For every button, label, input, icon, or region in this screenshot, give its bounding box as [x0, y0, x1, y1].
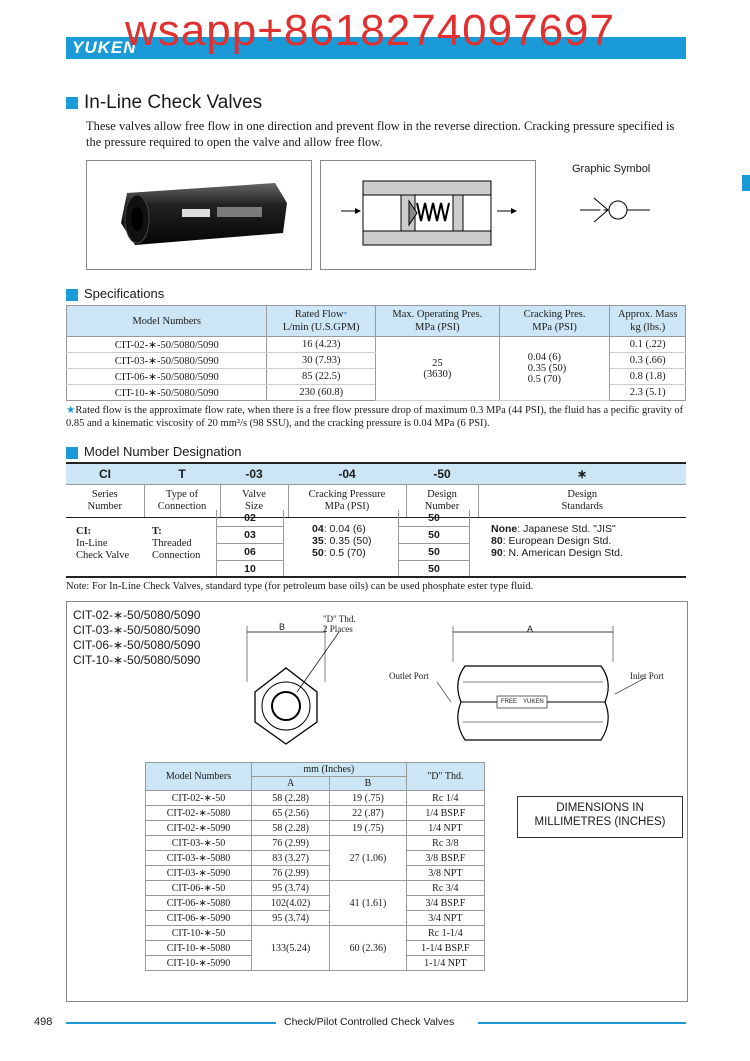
- inlet-port-label: Inlet Port: [630, 671, 664, 681]
- rated-flow-note: ★Rated flow is the approximate flow rate, when there is a free flow pressure drop of maximum 0.3 MPa (44 PSI), the fluid has a pecific gravity of 0.85 and a kinematic viscosity of 20 mm²/s (98 SSU), and the cracking pressure is 0.04 MPa (6 PSI).: [66, 405, 684, 429]
- table-row: CIT-03-∗-5080 83 (3.27) 3/8 BSP.F: [146, 851, 485, 866]
- col-cracking-pres: Cracking Pres. MPa (PSI): [499, 306, 610, 337]
- series-options: CI: In-Line Check Valve: [76, 526, 130, 561]
- units-box: DIMENSIONS IN MILLIMETRES (INCHES): [517, 796, 683, 838]
- dimensions-panel: [66, 601, 688, 1002]
- table-row: CIT-03-∗-5090 76 (2.99) 3/8 NPT: [146, 866, 485, 881]
- table-row: CIT-03-∗-50 76 (2.99) 27 (1.06) Rc 3/8: [146, 836, 485, 851]
- table-row: CIT-02-∗-5090 58 (2.28) 19 (.75) 1/4 NPT: [146, 821, 485, 836]
- page-number: 498: [34, 1016, 53, 1028]
- col-rated-flow: Rated Flow* L/min (U.S.GPM): [267, 306, 375, 337]
- footer-rule-left: [66, 1022, 276, 1024]
- label-a: A: [527, 624, 534, 634]
- table-row: CIT-06-∗-5080 102(4.02) 3/4 BSP.F: [146, 896, 485, 911]
- edge-tab: [742, 175, 750, 191]
- table-row: CIT-02-∗-50 58 (2.28) 19 (.75) Rc 1/4: [146, 791, 485, 806]
- intro-paragraph: These valves allow free flow in one direction and prevent flow in the reverse direction. Cracking pressure specified is the pressure required to open the valve and allow free flow.: [86, 119, 675, 149]
- table-row: CIT-02-∗-50/5080/5090 16 (4.23) 25 (3630) 0.04 (6) 0.35 (50) 0.5 (70) 0.1 (.22): [67, 337, 686, 353]
- label-b: B: [279, 622, 286, 632]
- yuken-logo: YUKEN: [72, 38, 137, 57]
- valve-photo-icon: [87, 161, 311, 269]
- outlet-port-label: Outlet Port: [389, 671, 429, 681]
- design-number-options: 50 50 50 50: [398, 510, 470, 576]
- footer-rule-right: [478, 1022, 686, 1024]
- max-pres-cell: 25 (3630): [375, 337, 499, 401]
- crack-pres-cell: 0.04 (6) 0.35 (50) 0.5 (70): [499, 337, 610, 401]
- specs-heading: Specifications: [66, 286, 164, 301]
- footer-section: Check/Pilot Controlled Check Valves: [284, 1016, 455, 1028]
- table-row: CIT-10-∗-50/5080/5090 230 (60.8) 2.3 (5.1): [67, 385, 686, 401]
- brand-label: YUKEN: [523, 699, 544, 705]
- model-designation-heading: Model Number Designation: [66, 444, 242, 459]
- designation-body: [66, 510, 686, 578]
- side-view-icon: [377, 622, 677, 762]
- cross-section-icon: [321, 161, 535, 269]
- fluid-note: Note: For In-Line Check Valves, standard type (for petroleum base oils) can be used phosphate ester type fluid.: [66, 581, 534, 592]
- watermark-text: wsapp+8618274097697: [125, 6, 616, 55]
- section-square-icon: [66, 447, 78, 459]
- table-row: CIT-06-∗-50 95 (3.74) 41 (1.61) Rc 3/4: [146, 881, 485, 896]
- table-row: CIT-10-∗-50 133(5.24) 60 (2.36) Rc 1-1/4: [146, 926, 485, 941]
- col-mass: Approx. Mass kg (lbs.): [610, 306, 686, 337]
- connection-options: T: Threaded Connection: [152, 526, 201, 561]
- size-options: 02 03 06 10: [216, 510, 284, 576]
- col-max-pres: Max. Operating Pres. MPa (PSI): [375, 306, 499, 337]
- free-label: FREE: [501, 699, 518, 705]
- table-row: CIT-02-∗-5080 65 (2.56) 22 (.87) 1/4 BSP.F: [146, 806, 485, 821]
- cross-section-drawing: [320, 160, 536, 270]
- dimension-models: CIT-02-∗-50/5080/5090 CIT-03-∗-50/5080/5090 CIT-06-∗-50/5080/5090 CIT-10-∗-50/5080/5090: [73, 608, 201, 667]
- section-square-icon: [66, 97, 78, 109]
- dimensions-table: Model Numbers mm (Inches) "D" Thd. A B CIT-02-∗-50 58 (2.28) 19 (.75) Rc 1/4 CIT-02-∗-5080 65 (2.56) 22 (.87) 1/4 BSP.F CIT-02-∗-5090 58 (2.28) 19 (.75) 1/4 NPT CIT-03-∗-50 76 (2.99) 27 (1.06) Rc 3/8 CIT-03-∗-5080 83 (3.27) 3/8 BSP.F CIT-03-∗-5090 76 (2.99) 3/8 NPT CIT-06-∗-50 95 (3.74) 41 (1.61) Rc 3/4 CIT-06-∗-5080 102(4.02) 3/4 BSP.F CIT-06-∗-5090 95 (3.74) 3/4 NPT CIT-10-∗-50 133(5.24) 60 (2.36) Rc 1-1/4 CIT-10-∗-5080 1-1/4 BSP.F CIT-10-∗-5090 1-1/4 NPT: [145, 762, 485, 971]
- specs-table: [66, 305, 686, 401]
- cracking-options: 04: 0.04 (6) 35: 0.35 (50) 50: 0.5 (70): [312, 523, 372, 559]
- star-icon: ★: [66, 405, 76, 416]
- check-valve-symbol-icon: [580, 190, 650, 230]
- section-square-icon: [66, 289, 78, 301]
- valve-photo: [86, 160, 312, 270]
- table-row: CIT-10-∗-5080 1-1/4 BSP.F: [146, 941, 485, 956]
- table-row: CIT-10-∗-5090 1-1/4 NPT: [146, 956, 485, 971]
- col-model-numbers: Model Numbers: [67, 306, 267, 337]
- page-title: In-Line Check Valves: [66, 92, 262, 114]
- standards-options: None: Japanese Std. "JIS" 80: European Design Std. 90: N. American Design Std.: [491, 523, 623, 559]
- table-row: CIT-03-∗-50/5080/5090 30 (7.93) 0.3 (.66): [67, 353, 686, 369]
- table-row: CIT-06-∗-50/5080/5090 85 (22.5) 0.8 (1.8): [67, 369, 686, 385]
- model-designation-table: CI T -03 -04 -50 ∗ Series Number Type of Connection Valve Size Cracking Pressure MPa (PSI) Design Number Design Standards: [66, 462, 686, 518]
- table-row: CIT-06-∗-5090 95 (3.74) 3/4 NPT: [146, 911, 485, 926]
- label-d-thd: "D" Thd. 2 Places: [323, 614, 356, 634]
- graphic-symbol-label: Graphic Symbol: [572, 163, 651, 175]
